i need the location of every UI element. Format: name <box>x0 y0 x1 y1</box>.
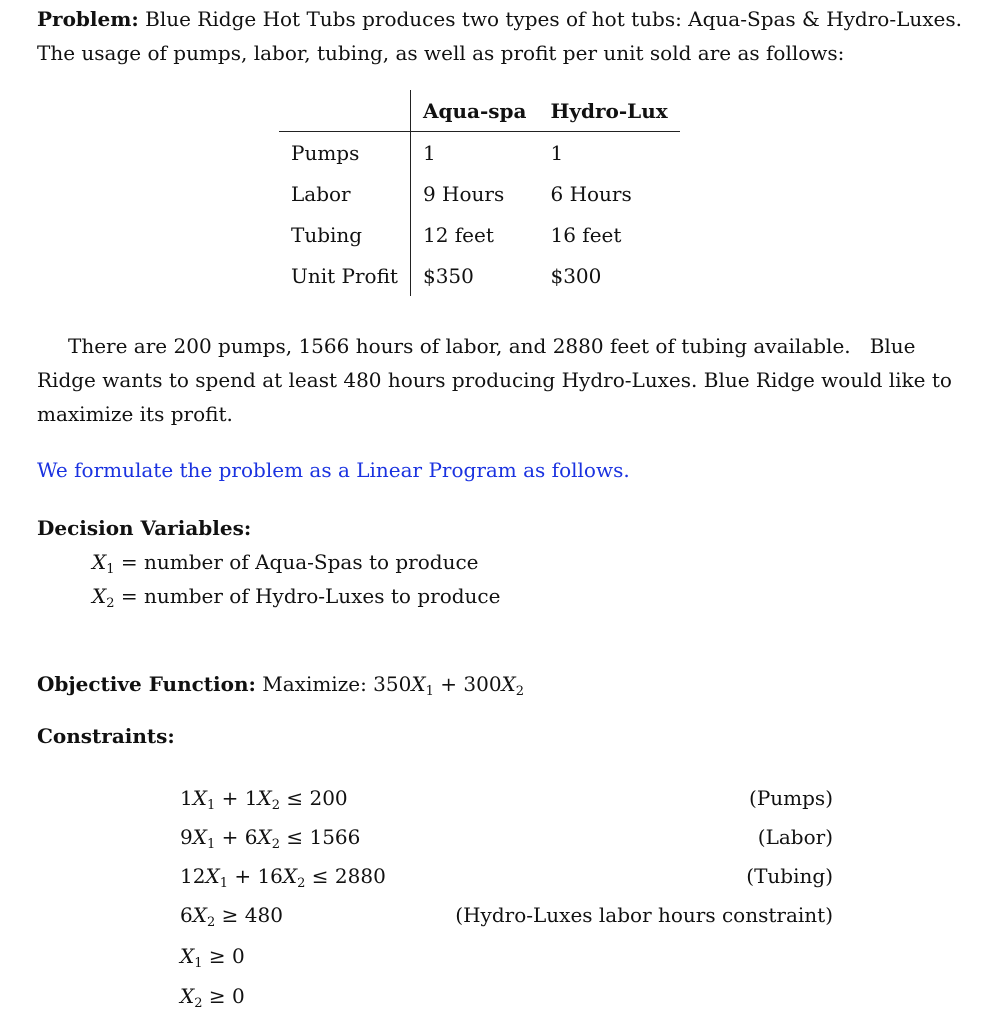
usage-table <box>279 90 680 296</box>
constraint-hydro-labor: $6X_2 \ge 480$ <box>180 903 283 930</box>
row-label: Tubing <box>279 214 410 255</box>
constraint-rhs: 200 <box>309 786 348 810</box>
constraint-label-hydro: (Hydro-Luxes labor hours constraint) <box>455 903 833 927</box>
x1-description: = number of Aqua-Spas to produce <box>120 550 479 574</box>
objective-heading: Objective Function: <box>37 672 256 696</box>
paragraph-line-3: maximize its profit. <box>37 402 233 426</box>
problem-label: Problem: <box>37 7 139 31</box>
decision-variable-x1: $X_1$ = number of Aqua-Spas to produce <box>92 550 479 577</box>
objective-function: Objective Function: Maximize: $350X_1 + 300X_2$ <box>37 672 525 699</box>
problem-line-2: The usage of pumps, labor, tubing, as well as profit per unit sold are as follows: <box>37 41 845 65</box>
cell-hydro: 1 <box>550 140 564 165</box>
objective-text: Maximize: <box>262 672 367 696</box>
formulation-text: We formulate the problem as a Linear Program as follows. <box>37 458 630 482</box>
cell-aqua: 1 <box>422 140 436 165</box>
constraints-heading: Constraints: <box>37 724 175 748</box>
cell-hydro: $300 <box>550 263 602 288</box>
constraint-tubing: $12X_1 + 16X_2 \le 2880$ <box>180 864 386 891</box>
cell-hydro: 6 Hours <box>550 181 632 206</box>
table-row <box>279 173 680 214</box>
constraint-rhs: 2880 <box>334 864 386 888</box>
problem-line-1 <box>37 9 962 29</box>
decision-variable-x2: $X_2$ = number of Hydro-Luxes to produce <box>92 584 501 611</box>
row-label: Unit Profit <box>279 255 410 296</box>
constraint-rhs: 1566 <box>309 825 361 849</box>
table-row <box>279 132 680 174</box>
col-header-hydro: Hydro-Lux <box>538 90 679 132</box>
table-header-row <box>279 90 680 132</box>
col-header-aqua: Aqua-spa <box>410 90 538 132</box>
constraint-rhs: 480 <box>244 903 283 927</box>
cell-hydro: 16 feet <box>550 222 622 247</box>
row-label: Labor <box>279 173 410 214</box>
paragraph-line-2: Ridge wants to spend at least 480 hours producing Hydro-Luxes. Blue Ridge would like to <box>37 368 952 392</box>
table-row <box>279 255 680 296</box>
decision-variables-heading: Decision Variables: <box>37 516 252 540</box>
constraint-pumps: $1X_1 + 1X_2 \le 200$ <box>180 786 348 813</box>
cell-aqua: 12 feet <box>422 222 494 247</box>
constraint-rhs: 0 <box>232 944 245 968</box>
x2-description: = number of Hydro-Luxes to produce <box>120 584 501 608</box>
constraint-x1-nonneg: $X_1 \ge 0$ <box>180 944 245 971</box>
table-row <box>279 214 680 255</box>
constraint-x2-nonneg: $X_2 \ge 0$ <box>180 984 245 1011</box>
row-label: Pumps <box>279 132 410 174</box>
constraint-labor: $9X_1 + 6X_2 \le 1566$ <box>180 825 361 852</box>
constraint-label-labor: (Labor) <box>757 825 833 849</box>
paragraph-line-1: There are 200 pumps, 1566 hours of labor, and 2880 feet of tubing available. Blue <box>68 334 916 358</box>
cell-aqua: 9 Hours <box>422 181 505 206</box>
constraint-rhs: 0 <box>232 984 245 1008</box>
table-corner <box>279 90 410 132</box>
constraint-label-pumps: (Pumps) <box>749 786 833 810</box>
constraint-label-tubing: (Tubing) <box>746 864 833 888</box>
problem-text-1: Blue Ridge Hot Tubs produces two types of hot tubs: Aqua-Spas & Hydro-Luxes. <box>145 7 962 31</box>
cell-aqua: $350 <box>422 263 474 288</box>
